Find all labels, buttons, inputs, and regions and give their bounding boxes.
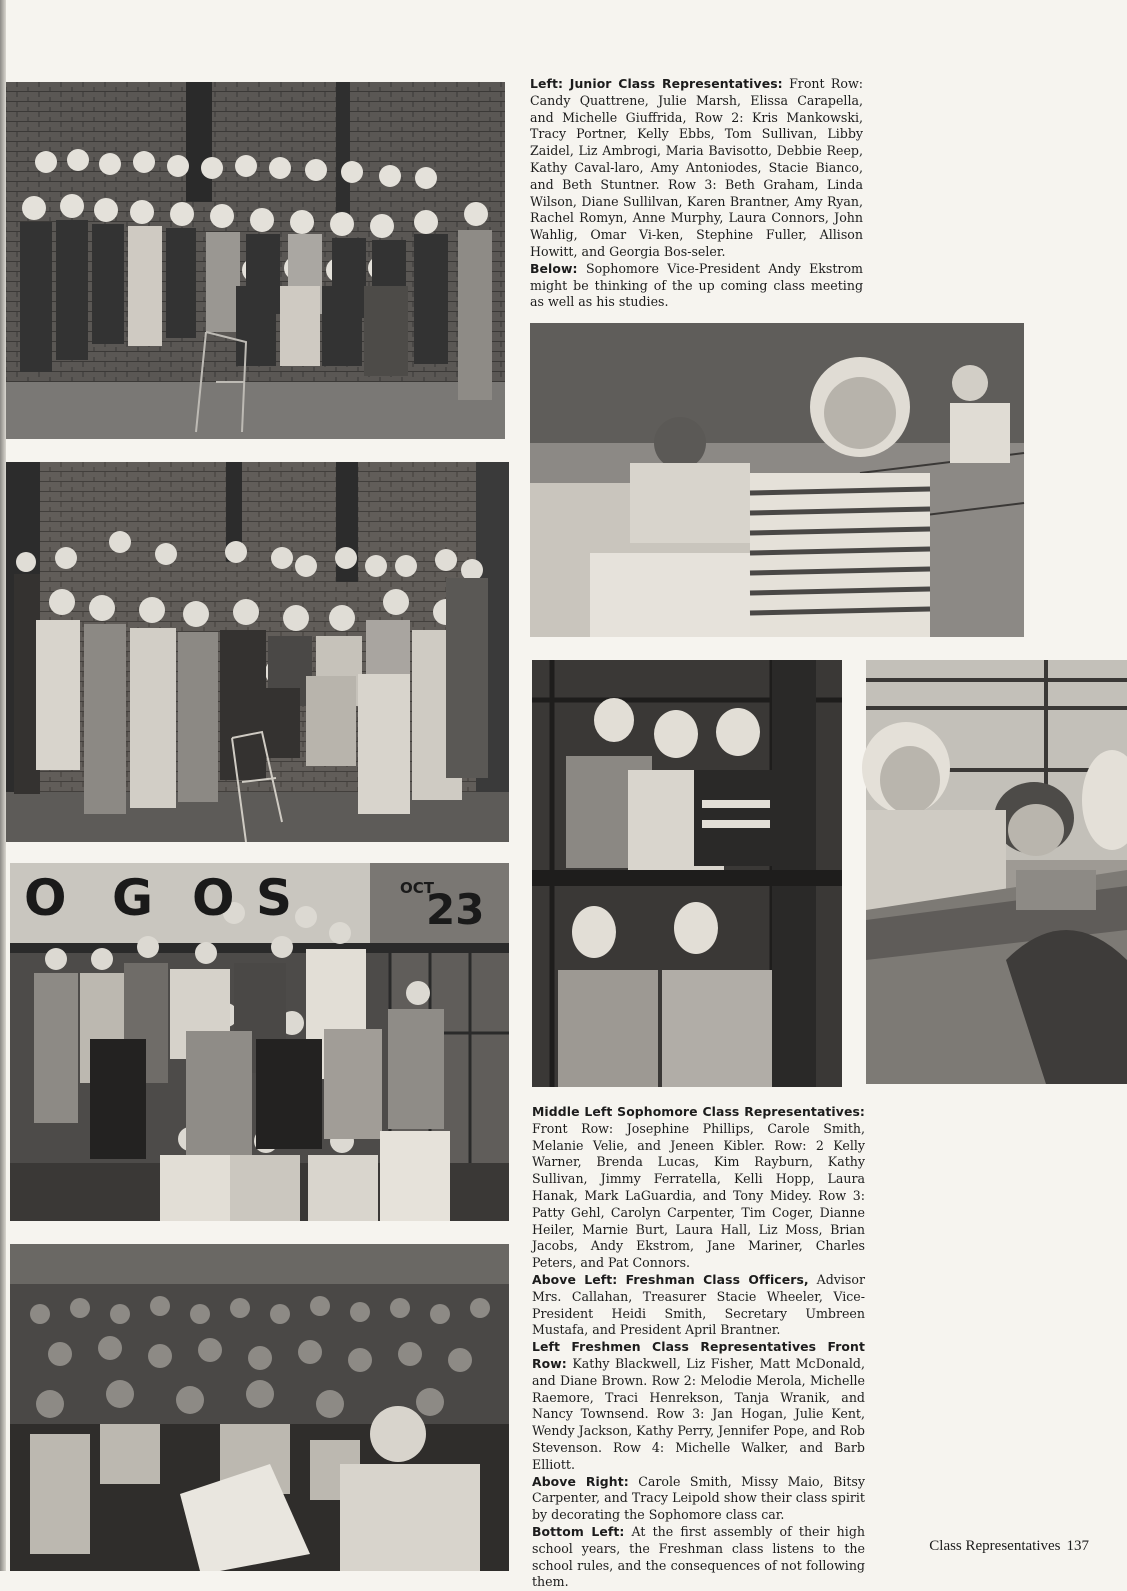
caption-text: Carole Smith, Missy Maio, Bitsy Carpenter, and Tracy Leipold show their class spirit by decorating the Sophomore class car. <box>532 1473 865 1523</box>
officers-caption <box>532 1272 865 1339</box>
folio-section: Class Representatives <box>929 1538 1061 1554</box>
caption-top <box>530 76 863 311</box>
caption-text: Front Row: Candy Quattrene, Julie Marsh, Elissa Carapella, and Michelle Giuffrida, Row 2: Kris Mankowski, Tracy Portner, Kelly Ebbs, Tom Sullivan, Libby Zaidel, Liz Ambrogi, Maria Bavisotto, Debbie Reep, Kathy Caval-laro, Amy Antoniodes, Stacie Bianco, and Beth Stuntner. Row 3: Beth Graham, Linda Wilson, Diane Sullilvan, Karen Brantner, Amy Ryan, Rachel Romyn, Anne Murphy, Laura Connors, John Wahlig, Omar Vi-ken, Stephine Fuller, Allison Howitt, and Georgia Bos-seler. <box>530 76 863 259</box>
sign-letter: O <box>192 869 235 927</box>
caption-label: Left: Junior Class Representatives: <box>530 76 783 91</box>
caption-bottom <box>532 1104 865 1590</box>
caption-text: Front Row: Josephine Phillips, Carole Smith, Melanie Velie, and Jeneen Kibler. Row: 2 Kelly Warner, Brenda Lucas, Kim Rayburn, Kathy Sullivan, Jimmy Ferratella, Kelli Hopp, Laura Hanak, Mark LaGuardia, and Tony Midey. Row 3: Patty Gehl, Carolyn Carpenter, Tim Coger, Dianne Heiler, Marnie Burt, Laura Hall, Liz Moss, Brian Jacobs, Andy Ekstrom, Jane Mariner, Charles Peters, and Pat Connors. <box>532 1120 865 1271</box>
caption-label: Below: <box>530 260 578 276</box>
freshman-assembly-photo <box>10 1244 509 1571</box>
sophomore-caption <box>532 1104 865 1272</box>
junior-class-group-photo <box>6 82 505 439</box>
bottom-left-caption <box>532 1524 865 1591</box>
above-right-caption <box>532 1474 865 1524</box>
sign-date-month: OCT <box>400 879 434 897</box>
page-number: 137 <box>1066 1538 1089 1554</box>
page-folio <box>929 1538 1089 1555</box>
sophomore-vice-president-photo <box>530 323 1024 637</box>
sign-letter: S <box>256 869 293 927</box>
caption-label: Above Left: Freshman Class Officers, <box>532 1271 809 1287</box>
sign-letter: O <box>24 869 67 927</box>
freshman-class-group-photo <box>10 863 509 1221</box>
freshmen-caption <box>532 1339 865 1473</box>
caption-label: Middle Left Sophomore Class Representatives: <box>532 1104 865 1119</box>
caption-text: Sophomore Vice-President Andy Ekstrom might be thinking of the up coming class meeting as well as his studies. <box>530 260 863 310</box>
junior-caption <box>530 76 863 261</box>
caption-label: Left Freshmen Class Representatives Front Row: <box>532 1339 865 1371</box>
caption-label: Above Right: <box>532 1473 629 1489</box>
caption-text: At the first assembly of their high school years, the Freshman class listens to the school rules, and the consequences of not following them. <box>532 1523 865 1590</box>
caption-text: Kathy Blackwell, Liz Fisher, Matt McDonald, and Diane Brown. Row 2: Melodie Merola, Michelle Raemore, Traci Henrekson, Tanja Wranik, and Nancy Townsend. Row 3: Jan Hogan, Julie Kent, Wendy Jackson, Kathy Perry, Jennifer Pope, and Rob Stevenson. Row 4: Michelle Walker, and Barb Elliott. <box>532 1355 865 1472</box>
below-caption <box>530 261 863 311</box>
sign-letter: G <box>112 869 154 927</box>
caption-text: Advisor Mrs. Callahan, Treasurer Stacie Wheeler, Vice-President Heidi Smith, Secretary Umbreen Mustafa, and President April Brantner. <box>532 1271 865 1338</box>
sophomore-class-car-photo <box>866 660 1127 1084</box>
sophomore-class-group-photo <box>6 462 509 842</box>
freshman-class-officers-photo <box>532 660 842 1087</box>
sign-date-day: 23 <box>426 885 485 934</box>
caption-label: Bottom Left: <box>532 1523 625 1539</box>
bulletin-sign <box>10 869 510 933</box>
